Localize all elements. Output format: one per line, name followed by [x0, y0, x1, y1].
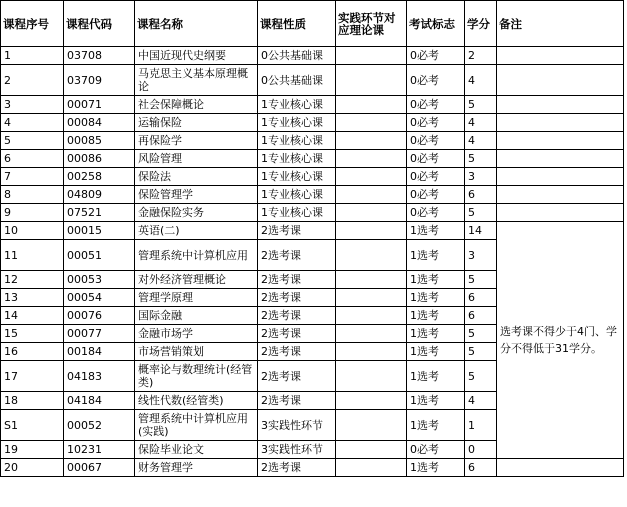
- table-row: [1, 186, 624, 204]
- cell-seq: 11: [1, 240, 64, 271]
- cell-exam: 1选考: [407, 325, 465, 343]
- cell-code: 10231: [64, 441, 135, 459]
- cell-nature: 2选考课: [258, 361, 336, 392]
- cell-practice: [336, 410, 407, 441]
- cell-practice: [336, 307, 407, 325]
- cell-code: 00054: [64, 289, 135, 307]
- cell-note-empty: [497, 96, 624, 114]
- cell-practice: [336, 271, 407, 289]
- cell-code: 00053: [64, 271, 135, 289]
- table-row: [1, 132, 624, 150]
- header-nature: 课程性质: [258, 1, 336, 47]
- cell-exam: 1选考: [407, 289, 465, 307]
- cell-credit: 0: [465, 441, 497, 459]
- cell-exam: 1选考: [407, 361, 465, 392]
- cell-practice: [336, 392, 407, 410]
- cell-code: 00077: [64, 325, 135, 343]
- cell-code: 00184: [64, 343, 135, 361]
- table-row: [1, 47, 624, 65]
- cell-practice: [336, 96, 407, 114]
- cell-name: 概率论与数理统计(经管类): [135, 361, 258, 392]
- cell-practice: [336, 168, 407, 186]
- table-row: [1, 168, 624, 186]
- cell-name: 财务管理学: [135, 459, 258, 477]
- header-exam: 考试标志: [407, 1, 465, 47]
- cell-name: 马克思主义基本原理概论: [135, 65, 258, 96]
- cell-name: 对外经济管理概论: [135, 271, 258, 289]
- header-seq: 课程序号: [1, 1, 64, 47]
- cell-exam: 1选考: [407, 343, 465, 361]
- cell-code: 00086: [64, 150, 135, 168]
- cell-name: 保险法: [135, 168, 258, 186]
- cell-nature: 1专业核心课: [258, 150, 336, 168]
- cell-code: 07521: [64, 204, 135, 222]
- cell-nature: 1专业核心课: [258, 114, 336, 132]
- cell-credit: 6: [465, 186, 497, 204]
- cell-nature: 3实践性环节: [258, 410, 336, 441]
- cell-nature: 2选考课: [258, 325, 336, 343]
- cell-code: 00085: [64, 132, 135, 150]
- cell-exam: 0必考: [407, 186, 465, 204]
- cell-exam: 1选考: [407, 271, 465, 289]
- cell-note-empty: [497, 150, 624, 168]
- cell-code: 04809: [64, 186, 135, 204]
- header-name: 课程名称: [135, 1, 258, 47]
- cell-code: 00076: [64, 307, 135, 325]
- cell-note-empty: [497, 204, 624, 222]
- cell-code: 04183: [64, 361, 135, 392]
- cell-practice: [336, 459, 407, 477]
- cell-nature: 1专业核心课: [258, 204, 336, 222]
- cell-code: 03708: [64, 47, 135, 65]
- cell-practice: [336, 65, 407, 96]
- cell-credit: 5: [465, 150, 497, 168]
- cell-credit: 6: [465, 289, 497, 307]
- cell-credit: 5: [465, 96, 497, 114]
- cell-exam: 0必考: [407, 114, 465, 132]
- cell-nature: 2选考课: [258, 392, 336, 410]
- cell-name: 金融市场学: [135, 325, 258, 343]
- cell-credit: 3: [465, 240, 497, 271]
- cell-seq: 15: [1, 325, 64, 343]
- cell-credit: 5: [465, 271, 497, 289]
- cell-note: 选考课不得少于4门、学分不得低于31学分。: [497, 222, 624, 459]
- table-row: [1, 114, 624, 132]
- table-row: [1, 459, 624, 477]
- cell-credit: 4: [465, 114, 497, 132]
- cell-seq: 6: [1, 150, 64, 168]
- cell-credit: 14: [465, 222, 497, 240]
- cell-name: 保险管理学: [135, 186, 258, 204]
- cell-seq: 7: [1, 168, 64, 186]
- cell-nature: 2选考课: [258, 459, 336, 477]
- cell-seq: 10: [1, 222, 64, 240]
- cell-name: 管理系统中计算机应用(实践): [135, 410, 258, 441]
- cell-credit: 5: [465, 343, 497, 361]
- cell-exam: 1选考: [407, 240, 465, 271]
- cell-name: 市场营销策划: [135, 343, 258, 361]
- cell-name: 英语(二): [135, 222, 258, 240]
- cell-exam: 1选考: [407, 459, 465, 477]
- cell-practice: [336, 47, 407, 65]
- cell-nature: 2选考课: [258, 307, 336, 325]
- cell-practice: [336, 132, 407, 150]
- table-row: [1, 96, 624, 114]
- header-row: [1, 1, 624, 47]
- cell-code: 00051: [64, 240, 135, 271]
- cell-exam: 0必考: [407, 441, 465, 459]
- cell-note-empty: [497, 168, 624, 186]
- cell-practice: [336, 114, 407, 132]
- cell-name: 风险管理: [135, 150, 258, 168]
- table-body: [1, 47, 624, 477]
- cell-note-empty: [497, 186, 624, 204]
- cell-seq: 5: [1, 132, 64, 150]
- cell-seq: 3: [1, 96, 64, 114]
- cell-seq: 12: [1, 271, 64, 289]
- cell-credit: 1: [465, 410, 497, 441]
- cell-nature: 2选考课: [258, 271, 336, 289]
- cell-seq: 14: [1, 307, 64, 325]
- cell-name: 国际金融: [135, 307, 258, 325]
- cell-nature: 1专业核心课: [258, 168, 336, 186]
- cell-exam: 1选考: [407, 222, 465, 240]
- cell-code: 03709: [64, 65, 135, 96]
- cell-nature: 1专业核心课: [258, 132, 336, 150]
- table-row: [1, 150, 624, 168]
- cell-code: 00052: [64, 410, 135, 441]
- cell-note-empty: [497, 114, 624, 132]
- header-credit: 学分: [465, 1, 497, 47]
- cell-seq: 13: [1, 289, 64, 307]
- cell-exam: 1选考: [407, 410, 465, 441]
- cell-name: 金融保险实务: [135, 204, 258, 222]
- cell-name: 保险毕业论文: [135, 441, 258, 459]
- cell-seq: 4: [1, 114, 64, 132]
- cell-seq: 8: [1, 186, 64, 204]
- cell-nature: 2选考课: [258, 289, 336, 307]
- cell-name: 社会保障概论: [135, 96, 258, 114]
- cell-seq: 19: [1, 441, 64, 459]
- cell-credit: 6: [465, 459, 497, 477]
- cell-credit: 5: [465, 325, 497, 343]
- cell-nature: 2选考课: [258, 240, 336, 271]
- cell-seq: 2: [1, 65, 64, 96]
- cell-seq: 1: [1, 47, 64, 65]
- cell-name: 管理学原理: [135, 289, 258, 307]
- cell-credit: 3: [465, 168, 497, 186]
- cell-name: 再保险学: [135, 132, 258, 150]
- cell-exam: 0必考: [407, 96, 465, 114]
- cell-exam: 0必考: [407, 168, 465, 186]
- cell-practice: [336, 361, 407, 392]
- cell-practice: [336, 222, 407, 240]
- cell-seq: 18: [1, 392, 64, 410]
- cell-seq: 20: [1, 459, 64, 477]
- cell-practice: [336, 240, 407, 271]
- cell-credit: 4: [465, 392, 497, 410]
- cell-practice: [336, 343, 407, 361]
- table-row: [1, 222, 624, 240]
- cell-nature: 2选考课: [258, 343, 336, 361]
- cell-code: 04184: [64, 392, 135, 410]
- cell-seq: 17: [1, 361, 64, 392]
- cell-exam: 0必考: [407, 47, 465, 65]
- cell-exam: 1选考: [407, 307, 465, 325]
- header-note: 备注: [497, 1, 624, 47]
- cell-credit: 6: [465, 307, 497, 325]
- cell-credit: 2: [465, 47, 497, 65]
- table-row: [1, 65, 624, 96]
- cell-exam: 0必考: [407, 150, 465, 168]
- cell-code: 00084: [64, 114, 135, 132]
- cell-practice: [336, 150, 407, 168]
- cell-nature: 1专业核心课: [258, 96, 336, 114]
- cell-practice: [336, 441, 407, 459]
- cell-exam: 0必考: [407, 65, 465, 96]
- cell-seq: 16: [1, 343, 64, 361]
- table-row: [1, 204, 624, 222]
- cell-seq: 9: [1, 204, 64, 222]
- cell-nature: 0公共基础课: [258, 47, 336, 65]
- cell-practice: [336, 204, 407, 222]
- cell-seq: S1: [1, 410, 64, 441]
- cell-note-empty: [497, 132, 624, 150]
- cell-name: 中国近现代史纲要: [135, 47, 258, 65]
- cell-code: 00067: [64, 459, 135, 477]
- cell-exam: 1选考: [407, 392, 465, 410]
- cell-practice: [336, 289, 407, 307]
- cell-code: 00258: [64, 168, 135, 186]
- cell-credit: 4: [465, 132, 497, 150]
- cell-credit: 5: [465, 361, 497, 392]
- header-code: 课程代码: [64, 1, 135, 47]
- cell-exam: 0必考: [407, 132, 465, 150]
- cell-note-empty: [497, 65, 624, 96]
- cell-nature: 0公共基础课: [258, 65, 336, 96]
- cell-name: 运输保险: [135, 114, 258, 132]
- cell-note-empty: [497, 47, 624, 65]
- cell-nature: 2选考课: [258, 222, 336, 240]
- cell-name: 管理系统中计算机应用: [135, 240, 258, 271]
- cell-exam: 0必考: [407, 204, 465, 222]
- cell-nature: 1专业核心课: [258, 186, 336, 204]
- header-practice: 实践环节对应理论课: [336, 1, 407, 47]
- cell-code: 00071: [64, 96, 135, 114]
- cell-practice: [336, 186, 407, 204]
- cell-practice: [336, 325, 407, 343]
- cell-code: 00015: [64, 222, 135, 240]
- cell-credit: 4: [465, 65, 497, 96]
- cell-name: 线性代数(经管类): [135, 392, 258, 410]
- cell-credit: 5: [465, 204, 497, 222]
- cell-note-empty: [497, 459, 624, 477]
- cell-nature: 3实践性环节: [258, 441, 336, 459]
